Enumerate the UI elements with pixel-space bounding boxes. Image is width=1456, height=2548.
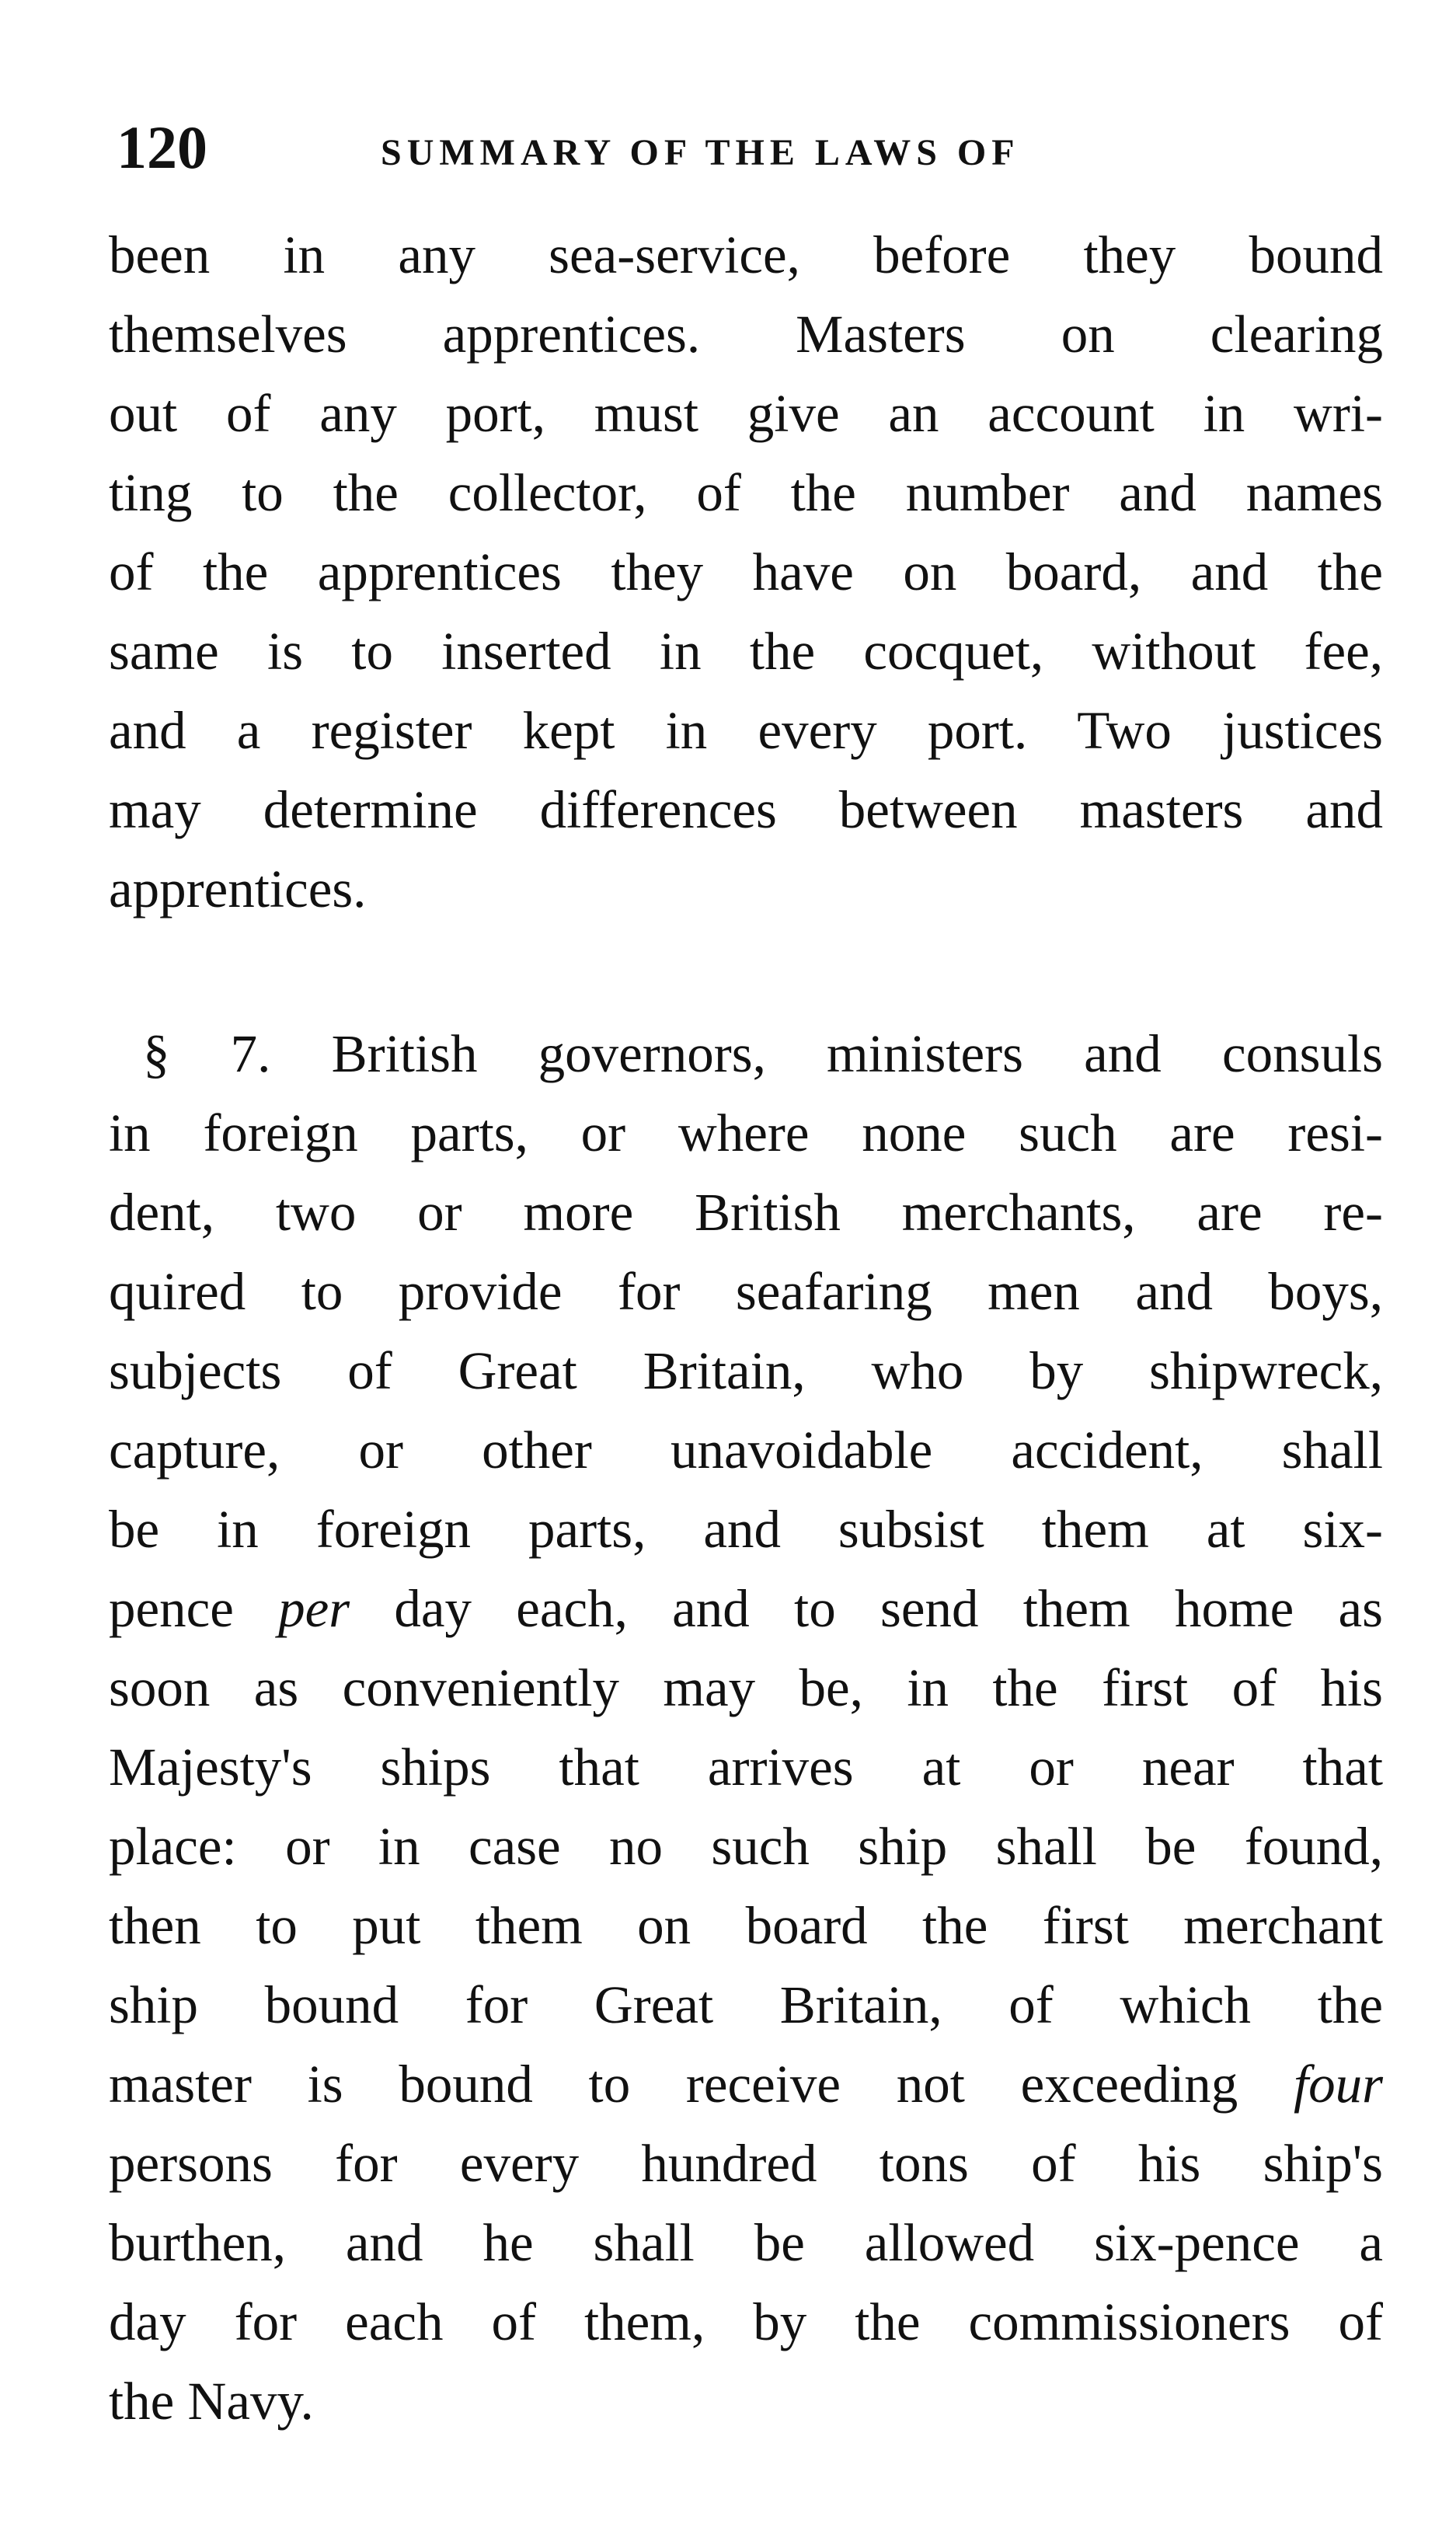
running-head [117, 113, 1391, 183]
text-line: Majesty's ships that arrives at or near that [109, 1738, 1383, 1797]
italic-word: per [278, 1579, 350, 1638]
text-line: in foreign parts, or where none such are resi- [109, 1103, 1383, 1162]
text-line: ship bound for Great Britain, of which the [109, 1975, 1383, 2034]
text-line: then to put them on board the first merchant [109, 1896, 1383, 1955]
text-line: burthen, and he shall be allowed six-pence a [109, 2213, 1383, 2272]
text-line-with-italic [109, 2044, 1383, 2124]
text-line: persons for every hundred tons of his ship's [109, 2134, 1383, 2193]
text-line: place: or in case no such ship shall be found, [109, 1817, 1383, 1876]
paragraph-continued [109, 215, 1383, 929]
running-title: SUMMARY OF THE LAWS OF [381, 132, 1020, 173]
text-line: day for each of them, by the commissioners of [109, 2292, 1383, 2351]
text-line: be in foreign parts, and subsist them at six- [109, 1500, 1383, 1559]
text-line: been in any sea-service, before they bound [109, 225, 1383, 284]
text-line: the Navy. [109, 2372, 314, 2431]
text-segment: day each, and to send them home as [350, 1579, 1383, 1638]
text-segment: pence [109, 1579, 279, 1638]
text-line: subjects of Great Britain, who by shipwreck, [109, 1341, 1383, 1400]
text-line-with-italic [109, 1569, 1383, 1648]
text-segment: master is bound to receive not exceeding [109, 2055, 1294, 2114]
text-line: themselves apprentices. Masters on clearing [109, 305, 1383, 364]
italic-word: four [1293, 2055, 1383, 2114]
text-line: may determine differences between masters and [109, 780, 1383, 839]
text-line: quired to provide for seafaring men and boys, [109, 1262, 1383, 1321]
text-line: ting to the collector, of the number and names [109, 463, 1383, 522]
text-line: out of any port, must give an account in wri- [109, 384, 1383, 443]
text-line: capture, or other unavoidable accident, shall [109, 1420, 1383, 1480]
text-line: soon as conveniently may be, in the first of his [109, 1658, 1383, 1717]
text-line: dent, two or more British merchants, are re- [109, 1183, 1383, 1242]
section-7-first-line: § 7. British governors, ministers and consuls [143, 1024, 1383, 1083]
page-number: 120 [117, 113, 207, 181]
text-line: apprentices. [109, 859, 367, 918]
section-7-paragraph [109, 1014, 1383, 2441]
text-line: same is to inserted in the cocquet, without fee, [109, 622, 1383, 681]
text-line: of the apprentices they have on board, and the [109, 542, 1383, 601]
text-line: and a register kept in every port. Two justices [109, 701, 1383, 760]
